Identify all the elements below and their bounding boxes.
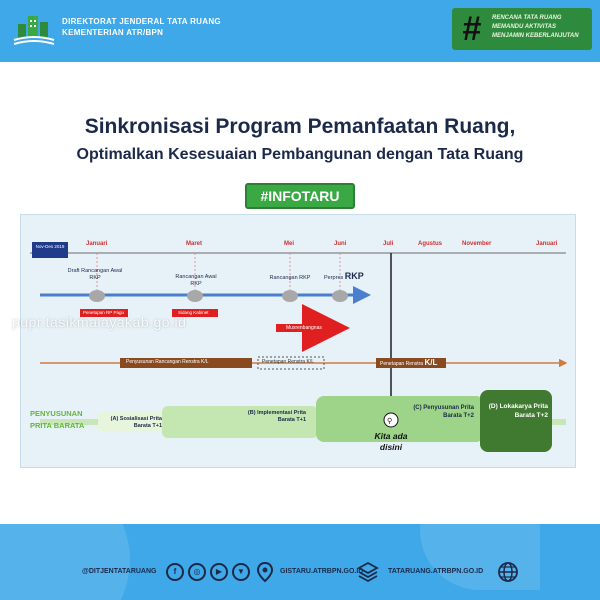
bar-label: Penyusunan Rancangan Renstra K/L — [126, 359, 209, 365]
node-label-perpres — [324, 271, 364, 281]
you-are-here-label — [363, 431, 419, 453]
stage-a-label: (A) Sosialisasi Prita Barata T+1 — [110, 416, 162, 429]
org-line-1: DIREKTORAT JENDERAL TATA RUANG — [62, 17, 221, 26]
side-label-line-1: PENYUSUNAN — [30, 409, 83, 418]
perpres-rkp-text: RKP — [344, 271, 364, 281]
month-label: Maret — [186, 241, 203, 247]
you-are-here-line-1: Kita ada — [374, 431, 408, 441]
svg-text:⚲: ⚲ — [387, 417, 393, 425]
facebook-icon[interactable]: f — [166, 563, 184, 581]
side-label-line-2: PRITA BARATA — [30, 421, 85, 430]
node-label: Draft Rancangan Awal RKP — [67, 268, 123, 281]
perpres-text: Perpres — [324, 275, 344, 281]
month-label: Juni — [334, 241, 347, 247]
watermark: pupr.tasikmalayakab.go.id — [12, 314, 187, 330]
month-label: Agustus — [418, 241, 442, 247]
bar-label: Musrenbangnas — [286, 325, 322, 331]
rkp-node — [332, 290, 348, 302]
penetapan-text: Penetapan Renstra — [380, 361, 424, 367]
side-label — [30, 408, 84, 432]
bar-label: Penetapan Renstra K/L — [262, 359, 314, 365]
globe-icon[interactable] — [496, 560, 520, 584]
org-line-2: KEMENTERIAN ATR/BPN — [62, 28, 164, 37]
page-subtitle: Optimalkan Kesesuaian Pembangunan dengan Tata Ruang — [76, 146, 524, 163]
hashtag-icon: # — [462, 10, 482, 48]
infotaru-tag: #INFOTARU — [245, 183, 355, 209]
rkp-node — [89, 290, 105, 302]
page-title: Sinkronisasi Program Pemanfaatan Ruang, — [84, 115, 516, 138]
instagram-icon[interactable]: ◎ — [188, 563, 206, 581]
twitter-icon[interactable]: ▼ — [232, 563, 250, 581]
stage-b-label: (B) Implementasi Prita Barata T+1 — [247, 410, 306, 423]
month-label: Januari — [536, 241, 558, 247]
start-box-label: Nov-Des 2019 — [35, 244, 65, 249]
month-label: Mei — [284, 241, 295, 247]
social-handle[interactable]: @DITJENTATARUANG — [82, 568, 157, 575]
stage-d-label: (D) Lokakarya Prita Barata T+2 — [488, 403, 548, 419]
youtube-icon[interactable]: ▶ — [210, 563, 228, 581]
rkp-node — [282, 290, 298, 302]
month-label: Januari — [86, 241, 108, 247]
you-are-here-line-2: disini — [379, 442, 403, 452]
month-label: November — [462, 241, 492, 247]
bar-label — [380, 358, 437, 367]
month-label: Juli — [383, 241, 394, 247]
bar-label: Sidang Kabinet — [178, 310, 209, 315]
badge-line-3: MENJAMIN KEBERLANJUTAN — [492, 33, 579, 39]
node-label: Rancangan Awal RKP — [175, 274, 217, 287]
layers-icon — [356, 560, 380, 584]
stage-d-box — [480, 390, 552, 452]
website-gistaru[interactable]: GISTARU.ATRBPN.GO.ID — [280, 568, 364, 575]
node-label: Rancangan RKP — [269, 275, 311, 281]
badge-line-2: MEMANDU AKTIVITAS — [492, 24, 556, 30]
penetapan-kl-text: K/L — [424, 358, 438, 367]
stage-c-label: (C) Penyusunan Prita Barata T+2 — [413, 405, 474, 419]
website-tataruang[interactable]: TATARUANG.ATRBPN.GO.ID — [388, 568, 484, 575]
bar-label: Penetapan RP Pagu — [83, 310, 124, 315]
rkp-node — [187, 290, 203, 302]
badge-line-1: RENCANA TATA RUANG — [492, 15, 562, 21]
map-pin-icon — [254, 561, 276, 583]
